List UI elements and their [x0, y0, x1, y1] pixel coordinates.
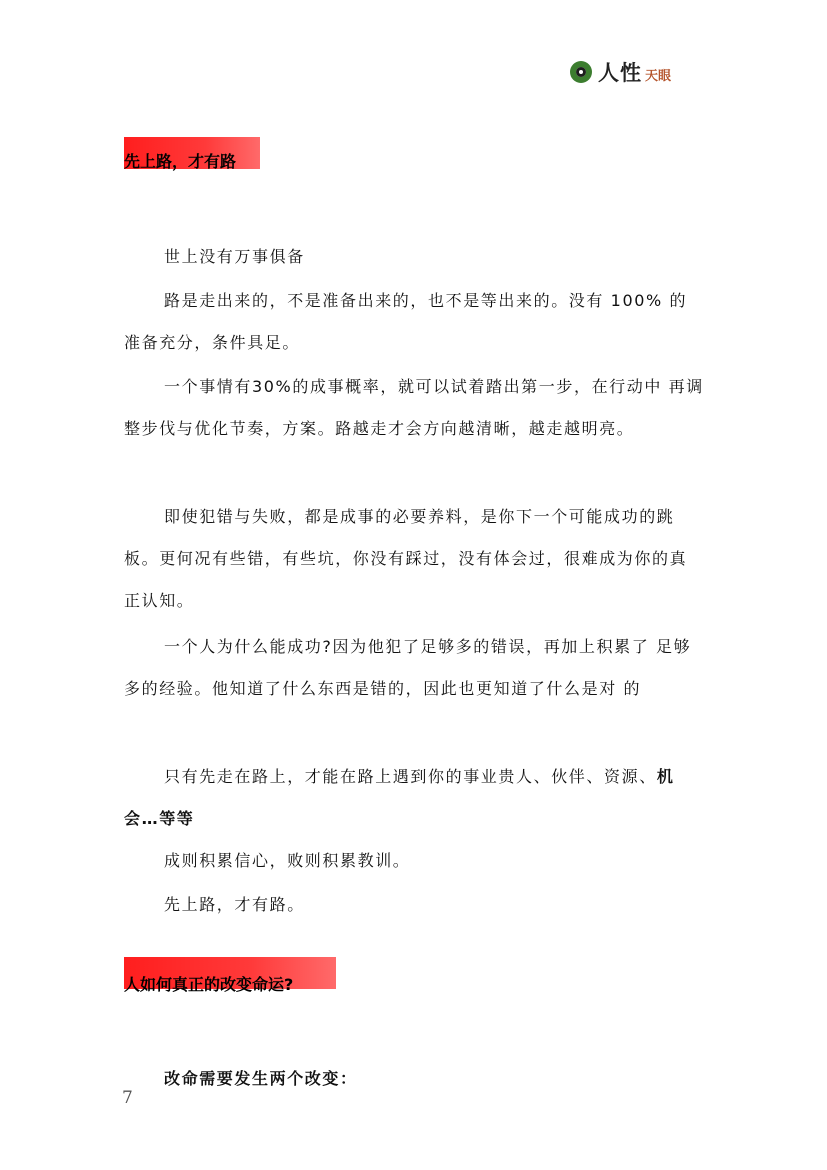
brand-logo	[570, 57, 671, 87]
paragraph: 只有先走在路上，才能在路上遇到你的事业贵人、伙伴、资源、机会…等等	[124, 767, 675, 828]
logo-main-text: 人性	[598, 61, 642, 85]
section-title: 先上路，才有路	[124, 152, 237, 171]
page-number: 7	[122, 1088, 133, 1108]
eye-icon	[570, 61, 592, 83]
paragraph: 一个事情有30%的成事概率，就可以试着踏出第一步，在行动中 再调整步伐与优化节奏，方案。路越走才会方向越清晰，越走越明亮。	[124, 377, 704, 438]
paragraph: 即使犯错与失败，都是成事的必要养料，是你下一个可能成功的跳板。更何况有些错，有些坑，你没有踩过，没有体会过，很难成为你的真正认知。	[124, 507, 688, 610]
bold-text: 机会…等等	[124, 767, 675, 828]
paragraph: 改命需要发生两个改变：	[164, 1069, 358, 1088]
logo-sub-text: 天眼	[645, 68, 672, 84]
paragraph: 世上没有万事俱备	[164, 247, 305, 266]
paragraph: 先上路，才有路。	[164, 895, 305, 914]
paragraph: 成则积累信心，败则积累教训。	[164, 851, 411, 870]
section-title: 人如何真正的改变命运?	[124, 975, 294, 994]
paragraph: 一个人为什么能成功?因为他犯了足够多的错误，再加上积累了 足够多的经验。他知道了什么东西是错的，因此也更知道了什么是对 的	[124, 637, 692, 698]
paragraph: 路是走出来的，不是准备出来的，也不是等出来的。没有 100% 的准备充分，条件具足。	[124, 291, 688, 352]
